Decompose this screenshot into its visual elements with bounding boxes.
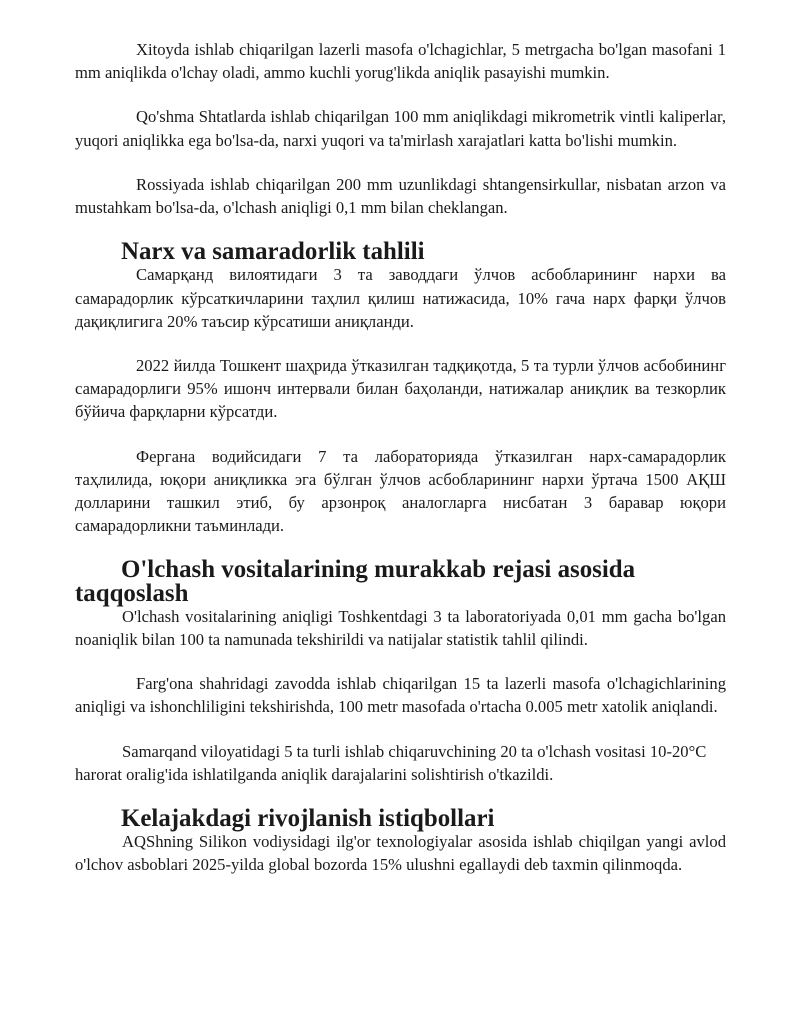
paragraph-tashkent-labs-accuracy: O'lchash vositalarining aniqligi Toshkentdagi 3 ta laboratoriyada 0,01 mm gacha bo'lgan noaniqlik bilan 100 ta namunada tekshirildi va natijalar statistik tahlil qilindi.: [75, 606, 726, 650]
paragraph-fergana-labs: Фергана водийсидаги 7 та лабораторияда ўтказилган нарх-самарадорлик таҳлилида, юқори аниқликка эга бўлган ўлчов асбобларининг нархи ўртача 1500 АҚШ долларини ташкил этиб, бу арзонроқ аналогларга нисбатан 3 баравар юқори самарадорликни таъминлади.: [75, 446, 726, 536]
document-page: [75, 38, 726, 877]
paragraph-samarqand-temperature: Samarqand viloyatidagi 5 ta turli ishlab chiqaruvchining 20 ta o'lchash vositasi 10-20°C harorat oralig'ida ishlatilganda aniqlik darajalarini solishtirish o'tkazildi.: [75, 741, 707, 784]
paragraph-tashkent-study: 2022 йилда Тошкент шаҳрида ўтказилган тадқиқотда, 5 та турли ўлчов асбобининг самарадорлиги 95% ишонч интервали билан баҳоланди, натижалар аниқлик ва тезкорлик бўйича фарқларни кўрсатди.: [75, 356, 726, 422]
paragraph-usa-micrometer-calipers: Qo'shma Shtatlarda ishlab chiqarilgan 100 mm aniqlikdagi mikrometrik vintli kaliperlar, yuqori aniqlikka ega bo'lsa-da, narxi yuqori va ta'mirlash xarajatlari katta bo'lishi mumkin.: [75, 107, 726, 150]
paragraph-russia-calipers: Rossiyada ishlab chiqarilgan 200 mm uzunlikdagi shtangensirkullar, nisbatan arzon va mustahkam bo'lsa-da, o'lchash aniqligi 0,1 mm bilan cheklangan.: [75, 174, 726, 218]
heading-future-prospects: Kelajakdagi rivojlanish istiqbollari: [121, 805, 495, 833]
paragraph-samarkand-analysis: Самарқанд вилоятидаги 3 та заводдаги ўлчов асбобларининг нархи ва самарадорлик кўрсаткичларини таҳлил қилиш натижасида, 10% гача нарх фарқи ўлчов дақиқлигига 20% таъсир кўрсатиши аниқланди.: [75, 265, 726, 331]
paragraph-fargona-factory: Farg'ona shahridagi zavodda ishlab chiqarilgan 15 ta lazerli masofa o'lchagichlarining aniqligi va ishonchliligini tekshirishda, 100 metr masofada o'rtacha 0.005 metr xatolik aniqlandi.: [75, 674, 726, 717]
paragraph-silicon-valley: AQShning Silikon vodiysidagi ilg'or texnologiyalar asosida ishlab chiqilgan yangi avlod o'lchov asboblari 2025-yilda global bozorda 15% ulushni egallaydi deb taxmin qilinmoqda.: [75, 832, 726, 875]
paragraph-china-laser-meters: Xitoyda ishlab chiqarilgan lazerli masofa o'lchagichlar, 5 metrgacha bo'lgan masofani 1 mm aniqlikda o'lchay oladi, ammo kuchli yorug'likda aniqlik pasayishi mumkin.: [75, 40, 726, 83]
heading-price-efficiency: Narx va samaradorlik tahlili: [121, 238, 425, 266]
heading-complex-comparison: O'lchash vositalarining murakkab rejasi asosida taqqoslash: [75, 556, 636, 607]
